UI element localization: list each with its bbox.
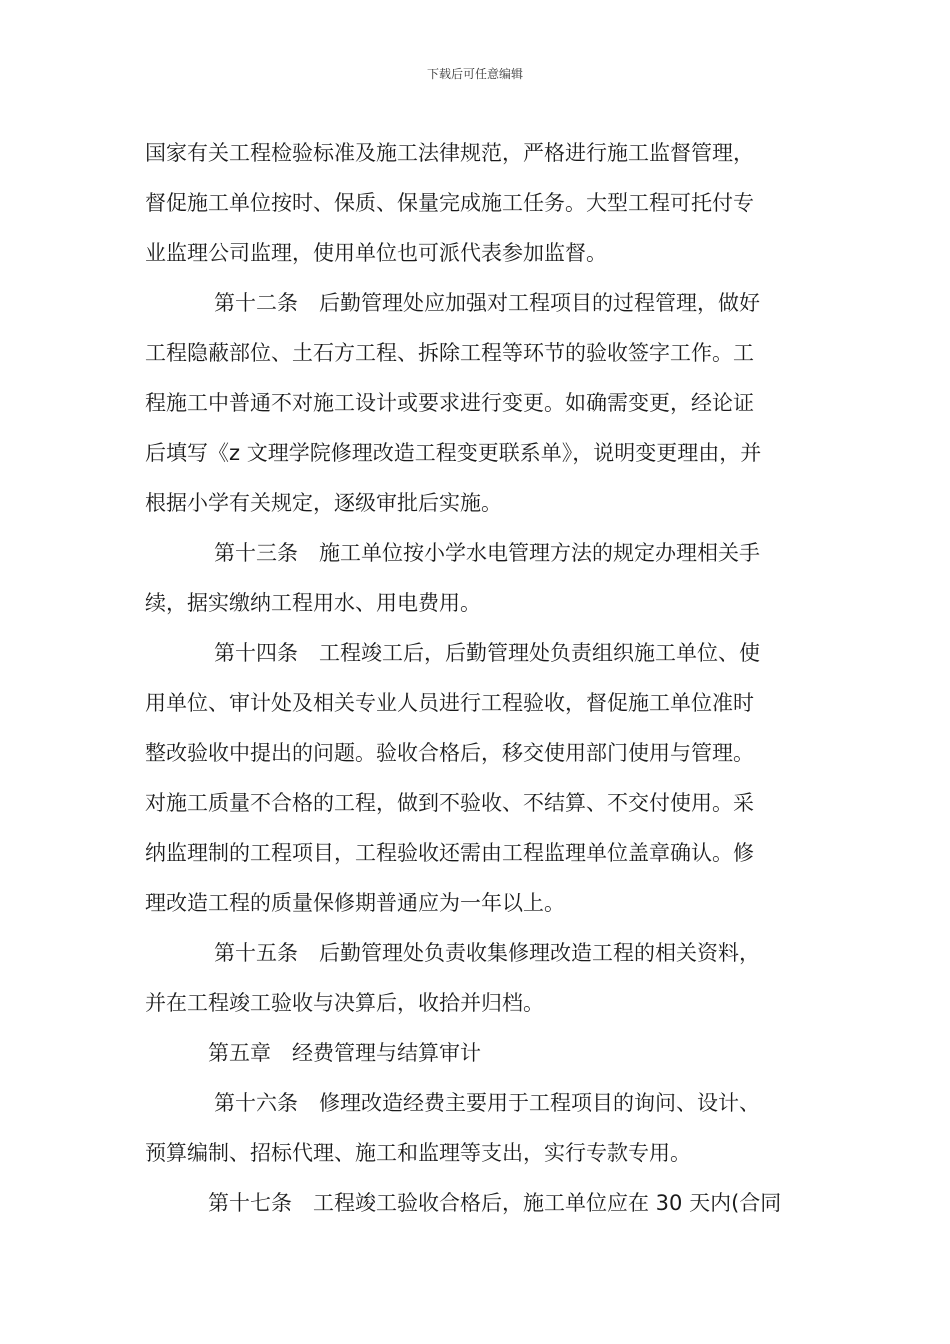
chapter-5-heading	[145, 1028, 810, 1078]
article-15	[145, 928, 810, 1028]
text-line: 第十六条 修理改造经费主要用于工程项目的询问、设计、	[214, 1091, 760, 1115]
article-13	[145, 528, 810, 628]
text-line: 国家有关工程检验标准及施工法律规范，严格进行施工监督管理，	[145, 141, 754, 165]
text-line: 根据小学有关规定，逐级审批后实施。	[145, 491, 502, 515]
text-line: 第十三条 施工单位按小学水电管理方法的规定办理相关手	[214, 541, 760, 565]
text-line: 续，据实缴纳工程用水、用电费用。	[145, 591, 481, 615]
text-line: 纳监理制的工程项目，工程验收还需由工程监理单位盖章确认。修	[145, 841, 754, 865]
text-line: 理改造工程的质量保修期普通应为一年以上。	[145, 891, 565, 915]
text-line: 对施工质量不合格的工程，做到不验收、不结算、不交付使用。采	[145, 791, 754, 815]
text-line: 预算编制、招标代理、施工和监理等支出，实行专款专用。	[145, 1141, 691, 1165]
text-line: 并在工程竣工验收与决算后，收拾并归档。	[145, 991, 544, 1015]
text-line: 第十四条 工程竣工后，后勤管理处负责组织施工单位、使	[214, 641, 760, 665]
text-line: 程施工中普通不对施工设计或要求进行变更。如确需变更，经论证	[145, 391, 754, 415]
chapter-heading: 第五章 经费管理与结算审计	[208, 1041, 481, 1065]
text-line: 工程隐蔽部位、土石方工程、拆除工程等环节的验收签字工作。工	[145, 341, 754, 365]
article-17	[145, 1178, 810, 1228]
article-14	[145, 628, 810, 928]
article-16	[145, 1078, 810, 1178]
paragraph-continuation	[145, 128, 810, 278]
document-body	[145, 128, 810, 1228]
text-line: 后填写《z 文理学院修理改造工程变更联系单》，说明变更理由，并	[145, 441, 762, 465]
text-line: 第十七条 工程竣工验收合格后，施工单位应在 30 天内(合同	[208, 1191, 782, 1215]
text-line: 第十二条 后勤管理处应加强对工程项目的过程管理，做好	[214, 291, 760, 315]
text-line: 业监理公司监理，使用单位也可派代表参加监督。	[145, 241, 607, 265]
text-line: 用单位、审计处及相关专业人员进行工程验收，督促施工单位准时	[145, 691, 754, 715]
text-line: 第十五条 后勤管理处负责收集修理改造工程的相关资料，	[214, 941, 760, 965]
page-header-note: 下载后可任意编辑	[426, 67, 523, 81]
text-line: 整改验收中提出的问题。验收合格后，移交使用部门使用与管理。	[145, 741, 754, 765]
article-12	[145, 278, 810, 528]
text-line: 督促施工单位按时、保质、保量完成施工任务。大型工程可托付专	[145, 191, 754, 215]
